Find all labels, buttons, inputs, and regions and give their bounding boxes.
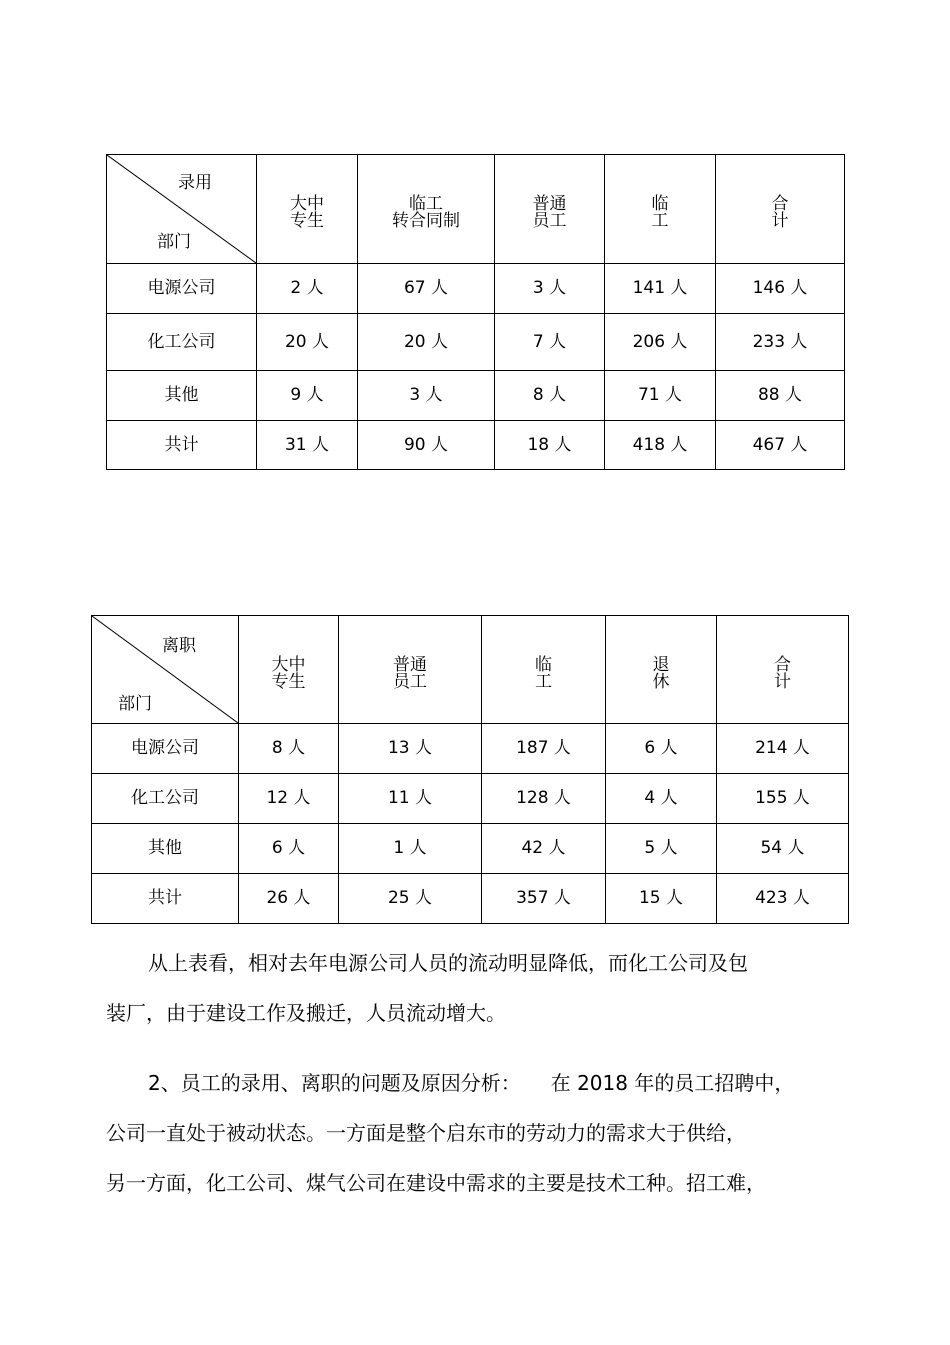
column-header: 退 休 xyxy=(606,616,717,724)
table-cell: 128 人 xyxy=(482,774,606,824)
table-header-row xyxy=(107,155,845,264)
diagonal-line xyxy=(92,616,238,723)
table-cell: 5 人 xyxy=(606,824,717,874)
dept-cell: 电源公司 xyxy=(107,264,257,314)
paragraph-line: 另一方面，化工公司、煤气公司在建设中需求的主要是技术工种。招工难， xyxy=(106,1171,766,1195)
table-header-row xyxy=(92,616,849,724)
table-cell: 31 人 xyxy=(257,421,358,470)
dept-cell: 共计 xyxy=(107,421,257,470)
corner-bottom-label: 部门 xyxy=(118,694,152,714)
paragraph-line: 2、员工的录用、离职的问题及原因分析： 在 2018 年的员工招聘中， xyxy=(148,1071,795,1095)
paragraph-analysis xyxy=(106,1058,826,1208)
paragraph-summary xyxy=(106,938,826,1038)
table-row xyxy=(92,824,849,874)
table-cell: 9 人 xyxy=(257,371,358,421)
table-cell: 42 人 xyxy=(482,824,606,874)
column-header: 合 计 xyxy=(717,616,849,724)
corner-top-label: 离职 xyxy=(162,636,196,656)
table-cell: 146 人 xyxy=(716,264,845,314)
table-cell: 67 人 xyxy=(358,264,495,314)
dept-cell: 化工公司 xyxy=(107,314,257,371)
table-cell: 357 人 xyxy=(482,874,606,924)
column-header: 普通 员工 xyxy=(495,155,605,264)
table-cell: 4 人 xyxy=(606,774,717,824)
table-cell: 187 人 xyxy=(482,724,606,774)
hiring-table xyxy=(106,154,845,470)
column-header: 普通 员工 xyxy=(339,616,482,724)
table-row xyxy=(92,874,849,924)
paragraph-line: 公司一直处于被动状态。一方面是整个启东市的劳动力的需求大于供给， xyxy=(106,1121,746,1145)
table-cell: 20 人 xyxy=(358,314,495,371)
table-cell: 15 人 xyxy=(606,874,717,924)
column-header: 合 计 xyxy=(716,155,845,264)
dept-cell: 化工公司 xyxy=(92,774,239,824)
dept-cell: 其他 xyxy=(107,371,257,421)
leaving-table xyxy=(91,615,849,924)
table-cell: 214 人 xyxy=(717,724,849,774)
corner-cell xyxy=(107,155,257,264)
corner-cell xyxy=(92,616,239,724)
table-cell: 3 人 xyxy=(358,371,495,421)
column-header: 大中 专生 xyxy=(257,155,358,264)
table-cell: 418 人 xyxy=(605,421,716,470)
table-cell: 6 人 xyxy=(239,824,339,874)
table-cell: 1 人 xyxy=(339,824,482,874)
table-row xyxy=(107,421,845,470)
corner-top-label: 录用 xyxy=(178,173,212,193)
table-row xyxy=(92,774,849,824)
table-cell: 13 人 xyxy=(339,724,482,774)
table-cell: 25 人 xyxy=(339,874,482,924)
table-cell: 88 人 xyxy=(716,371,845,421)
table-cell: 141 人 xyxy=(605,264,716,314)
table-row xyxy=(92,724,849,774)
table-cell: 206 人 xyxy=(605,314,716,371)
dept-cell: 共计 xyxy=(92,874,239,924)
column-header: 临 工 xyxy=(605,155,716,264)
table-row xyxy=(107,264,845,314)
table-row xyxy=(107,371,845,421)
table-cell: 6 人 xyxy=(606,724,717,774)
table-cell: 26 人 xyxy=(239,874,339,924)
table-cell: 233 人 xyxy=(716,314,845,371)
table-cell: 467 人 xyxy=(716,421,845,470)
table-cell: 8 人 xyxy=(239,724,339,774)
table-cell: 12 人 xyxy=(239,774,339,824)
paragraph-line: 装厂，由于建设工作及搬迁，人员流动增大。 xyxy=(106,1001,506,1025)
column-header: 临 工 xyxy=(482,616,606,724)
table-cell: 423 人 xyxy=(717,874,849,924)
table-cell: 2 人 xyxy=(257,264,358,314)
corner-bottom-label: 部门 xyxy=(157,232,191,252)
table-cell: 54 人 xyxy=(717,824,849,874)
table-cell: 71 人 xyxy=(605,371,716,421)
table-cell: 3 人 xyxy=(495,264,605,314)
table-cell: 8 人 xyxy=(495,371,605,421)
table-cell: 7 人 xyxy=(495,314,605,371)
paragraph-line: 从上表看，相对去年电源公司人员的流动明显降低，而化工公司及包 xyxy=(148,951,748,975)
dept-cell: 电源公司 xyxy=(92,724,239,774)
dept-cell: 其他 xyxy=(92,824,239,874)
table-cell: 20 人 xyxy=(257,314,358,371)
table-cell: 155 人 xyxy=(717,774,849,824)
table-row xyxy=(107,314,845,371)
table-cell: 18 人 xyxy=(495,421,605,470)
table-cell: 90 人 xyxy=(358,421,495,470)
column-header: 临工 转合同制 xyxy=(358,155,495,264)
table-cell: 11 人 xyxy=(339,774,482,824)
column-header: 大中 专生 xyxy=(239,616,339,724)
